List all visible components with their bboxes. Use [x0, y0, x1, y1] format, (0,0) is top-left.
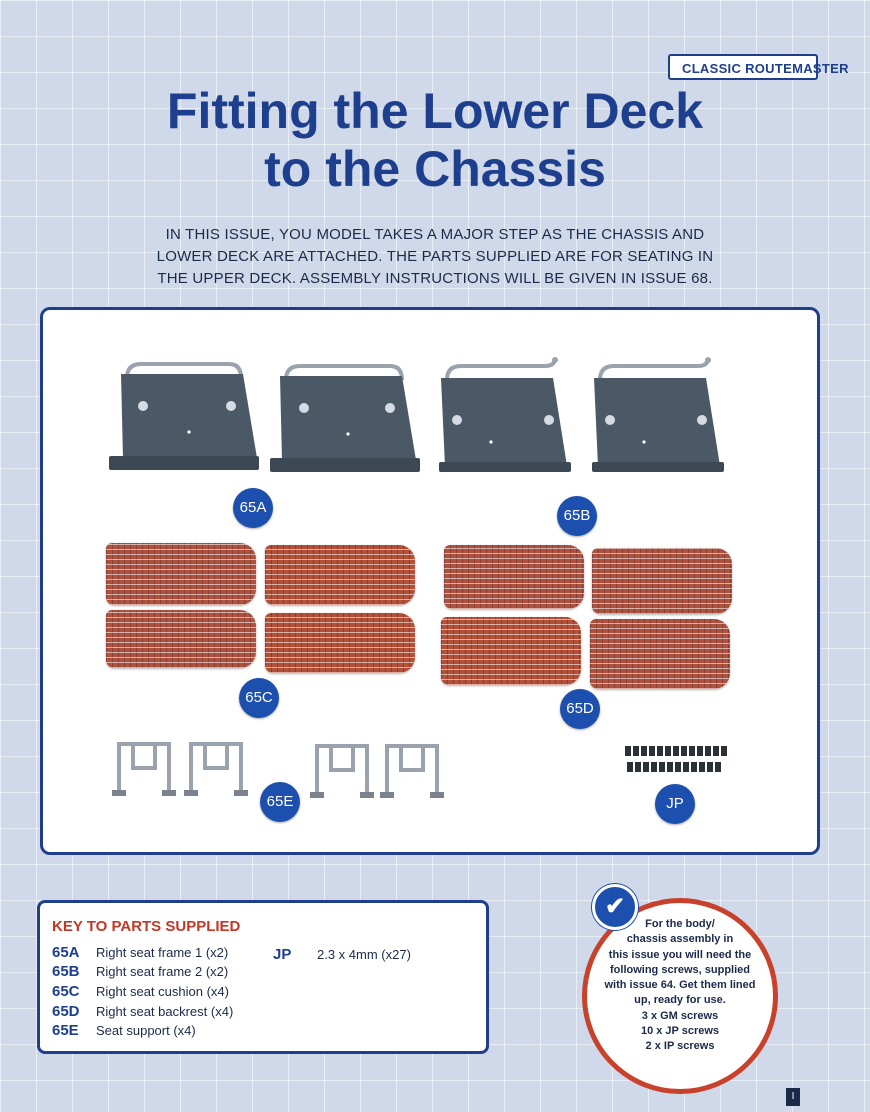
part-badge-65c: 65C [239, 678, 279, 718]
page-marker: I [786, 1088, 800, 1106]
key-row-jp [273, 946, 411, 963]
note-line: For the body/ [645, 918, 715, 930]
seat-support-65e-2 [181, 738, 253, 800]
key-row-65b [52, 963, 228, 980]
key-row-65a [52, 944, 228, 961]
part-badge-65e: 65E [260, 782, 300, 822]
key-desc: Right seat frame 1 (x2) [96, 945, 229, 960]
note-text [595, 917, 765, 1055]
seat-support-65e-4 [377, 740, 449, 802]
jp-screws [623, 744, 729, 778]
note-line: up, ready for use. [634, 994, 726, 1007]
key-code: JP [273, 946, 292, 963]
seat-frame-65b-1 [435, 354, 585, 489]
series-tag: CLASSIC ROUTEMASTER [668, 54, 818, 80]
part-badge-65b: 65B [557, 496, 597, 536]
key-row-65d [52, 1003, 233, 1020]
checkmark-icon: ✔ [592, 884, 638, 930]
key-code: 65C [52, 983, 80, 1000]
key-title: KEY TO PARTS SUPPLIED [52, 918, 241, 935]
note-line: 3 x GM screws [641, 1009, 719, 1022]
part-badge-65a: 65A [233, 488, 273, 528]
seat-cushion-65c-3 [106, 610, 256, 668]
key-desc: 2.3 x 4mm (x27) [317, 947, 411, 962]
key-code: 65A [52, 944, 80, 961]
seat-support-65e-1 [109, 738, 181, 800]
part-badge-65d: 65D [560, 689, 600, 729]
page-title [0, 82, 870, 198]
intro-text: IN THIS ISSUE, YOU MODEL TAKES A MAJOR STEP AS THE CHASSIS AND LOWER DECK ARE ATTACHED. THE PARTS SUPPLIED ARE FOR SEATING IN THE UPPER DECK. ASSEMBLY INSTRUCTIONS WILL BE GIVEN IN ISSUE 68. [156, 226, 714, 287]
seat-cushion-65c-4 [265, 613, 415, 673]
seat-cushion-65c-2 [265, 545, 415, 605]
seat-backrest-65d-3 [441, 617, 581, 685]
note-line: 10 x JP screws [640, 1025, 720, 1038]
title-line-2: to the Chassis [264, 141, 606, 197]
seat-frame-65b-2 [588, 354, 738, 489]
note-line: following screws, supplied [610, 963, 750, 976]
seat-backrest-65d-1 [444, 545, 584, 609]
key-desc: Seat support (x4) [96, 1023, 196, 1038]
key-desc: Right seat frame 2 (x2) [96, 964, 229, 979]
key-code: 65D [52, 1003, 80, 1020]
seat-backrest-65d-4 [590, 619, 730, 689]
key-code: 65B [52, 963, 80, 980]
title-line-1: Fitting the Lower Deck [166, 83, 704, 139]
seat-frame-65a-1 [105, 360, 265, 485]
note-line: 2 x IP screws [645, 1040, 715, 1053]
key-code: 65E [52, 1022, 79, 1039]
parts-key [37, 900, 489, 1054]
key-row-65c [52, 983, 229, 1000]
seat-backrest-65d-2 [592, 548, 732, 614]
note-line: with issue 64. Get them lined [604, 979, 756, 992]
parts-panel [40, 307, 820, 855]
key-desc: Right seat cushion (x4) [96, 984, 229, 999]
seat-support-65e-3 [307, 740, 379, 802]
part-badge-jp: JP [655, 784, 695, 824]
key-desc: Right seat backrest (x4) [96, 1004, 234, 1019]
note-line: chassis assembly in [626, 933, 734, 946]
key-row-65e [52, 1022, 196, 1039]
seat-frame-65a-2 [268, 362, 428, 487]
seat-cushion-65c-1 [106, 543, 256, 605]
note-line: this issue you will need the [608, 948, 752, 961]
